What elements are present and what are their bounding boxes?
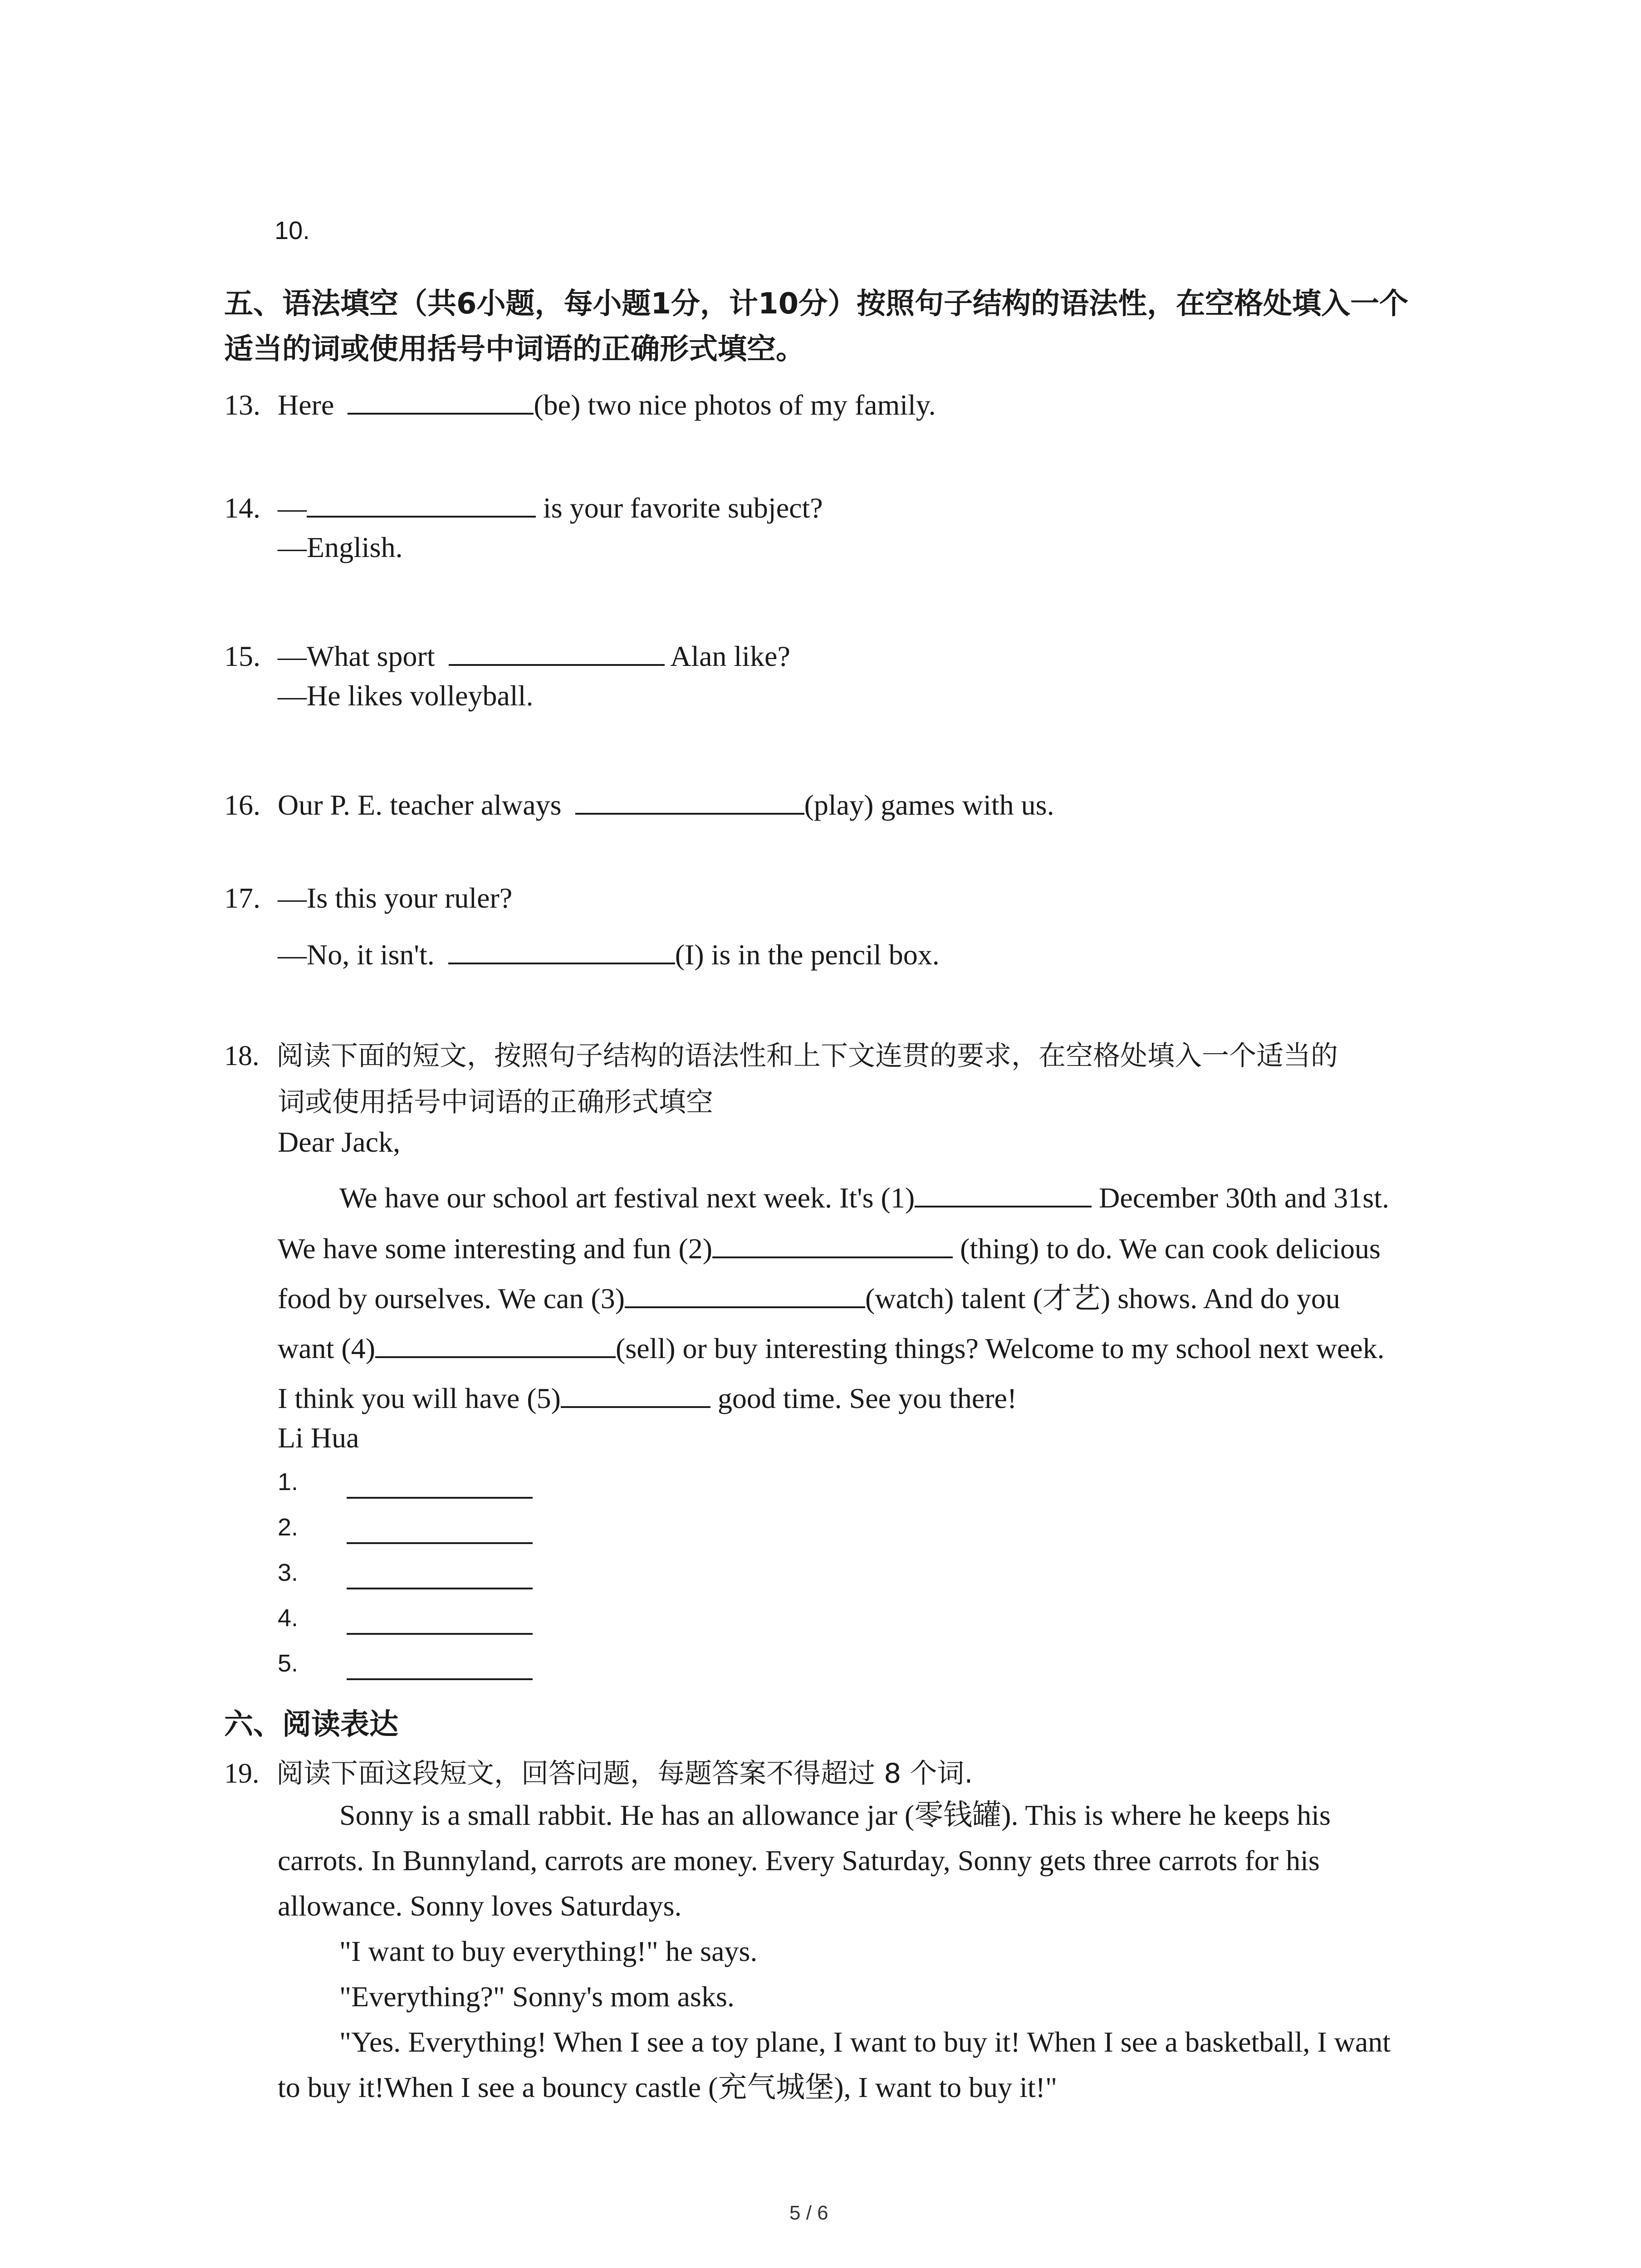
answer-label-1: 1. (278, 1468, 299, 1496)
answer-blank-5[interactable] (561, 1378, 710, 1408)
answer-blank-1[interactable] (915, 1178, 1092, 1207)
passage-text: December 30th and 31st. (1092, 1182, 1389, 1214)
question-text: Alan like? (664, 640, 790, 672)
question-15-answer: —He likes volleyball. (278, 679, 534, 712)
answer-label-5: 5. (278, 1650, 299, 1677)
answer-blank[interactable] (348, 385, 534, 415)
answer-line-3[interactable] (347, 1588, 533, 1589)
answer-blank-2[interactable] (712, 1228, 953, 1258)
question-number: 16. (224, 789, 260, 821)
answer-line-2[interactable] (347, 1542, 533, 1544)
passage-text: good time. See you there! (710, 1382, 1017, 1414)
answer-blank[interactable] (448, 934, 675, 964)
answer-blank-4[interactable] (375, 1328, 616, 1358)
question-text: Here (278, 389, 334, 421)
answer-blank-3[interactable] (625, 1278, 865, 1308)
question-text: —What sport (278, 640, 435, 672)
question-number: 19. (224, 1758, 260, 1789)
question-number: 17. (224, 882, 260, 914)
passage-p3: "Everything?" Sonny's mom asks. (339, 1980, 735, 2013)
question-number: 13. (224, 389, 260, 421)
answer-blank[interactable] (307, 488, 536, 518)
passage-line-3 (278, 1278, 1340, 1313)
question-text: —No, it isn't. (278, 938, 435, 971)
page-number: 5 / 6 (789, 2202, 828, 2224)
answer-label-4: 4. (278, 1604, 299, 1632)
passage-text: want (4) (278, 1332, 376, 1364)
section-5-heading-line1: 五、语法填空（共6小题，每小题1分，计10分）按照句子结构的语法性，在空格处填入一个 (224, 287, 1409, 321)
passage-text: (watch) talent (才艺) shows. And do you (865, 1282, 1340, 1315)
question-text: — (278, 492, 307, 524)
answer-line-1[interactable] (347, 1497, 533, 1499)
letter-greeting: Dear Jack, (278, 1126, 401, 1158)
question-text: is your favorite subject? (536, 492, 823, 524)
list-item-10: 10. (274, 216, 310, 244)
passage-line-1 (339, 1178, 1389, 1212)
question-13 (224, 385, 936, 420)
question-16 (224, 785, 1054, 820)
answer-line-4[interactable] (347, 1633, 533, 1635)
passage-text: We have our school art festival next week. It's (1) (339, 1182, 915, 1214)
section-6-heading: 六、阅读表达 (224, 1708, 398, 1741)
question-15 (224, 636, 790, 671)
question-text: (play) games with us. (804, 789, 1054, 821)
passage-p4-line1: "Yes. Everything! When I see a toy plane, I want to buy it! When I see a basketball, I want (339, 2026, 1391, 2058)
passage-text: food by ourselves. We can (3) (278, 1282, 625, 1315)
question-14-answer: —English. (278, 531, 403, 563)
answer-blank[interactable] (449, 636, 665, 666)
passage-line-4 (278, 1328, 1385, 1363)
question-14 (224, 488, 823, 523)
question-18 (224, 1034, 1338, 1073)
passage-p1-line2: carrots. In Bunnyland, carrots are money. Every Saturday, Sonny gets three carrots for his (278, 1844, 1320, 1877)
question-text: Our P. E. teacher always (278, 789, 562, 821)
passage-p2: "I want to buy everything!" he says. (339, 1935, 758, 1967)
question-number: 14. (224, 492, 260, 524)
question-text: (be) two nice photos of my family. (534, 389, 936, 421)
passage-text: I think you will have (5) (278, 1382, 561, 1414)
question-number: 15. (224, 640, 260, 672)
answer-line-5[interactable] (347, 1678, 533, 1680)
passage-p4-line2: to buy it!When I see a bouncy castle (充气城堡), I want to buy it!" (278, 2071, 1058, 2103)
question-instructions-line2: 词或使用括号中词语的正确形式填空 (278, 1086, 713, 1118)
answer-label-2: 2. (278, 1514, 299, 1541)
answer-label-3: 3. (278, 1559, 299, 1586)
passage-p1-line3: allowance. Sonny loves Saturdays. (278, 1890, 682, 1922)
question-instructions: 阅读下面这段短文，回答问题，每题答案不得超过 8 个词. (276, 1758, 973, 1789)
question-17-line2 (278, 934, 940, 969)
question-number: 18. (224, 1041, 260, 1071)
passage-line-2 (278, 1228, 1381, 1263)
question-text: —Is this your ruler? (278, 882, 513, 914)
question-19 (224, 1752, 973, 1791)
question-text: (I) is in the pencil box. (675, 938, 940, 971)
section-5-heading-line2: 适当的词或使用括号中词语的正确形式填空。 (224, 332, 805, 366)
passage-p1-line1: Sonny is a small rabbit. He has an allowance jar (零钱罐). This is where he keeps his (339, 1799, 1331, 1831)
passage-text: We have some interesting and fun (2) (278, 1232, 713, 1265)
letter-signature: Li Hua (278, 1422, 359, 1454)
question-17 (224, 884, 512, 913)
passage-text: (sell) or buy interesting things? Welcome to my school next week. (616, 1332, 1385, 1364)
passage-text: (thing) to do. We can cook delicious (953, 1232, 1381, 1265)
passage-line-5 (278, 1378, 1017, 1413)
question-instructions: 阅读下面的短文，按照句子结构的语法性和上下文连贯的要求，在空格处填入一个适当的 (276, 1040, 1338, 1072)
answer-blank[interactable] (575, 785, 804, 815)
